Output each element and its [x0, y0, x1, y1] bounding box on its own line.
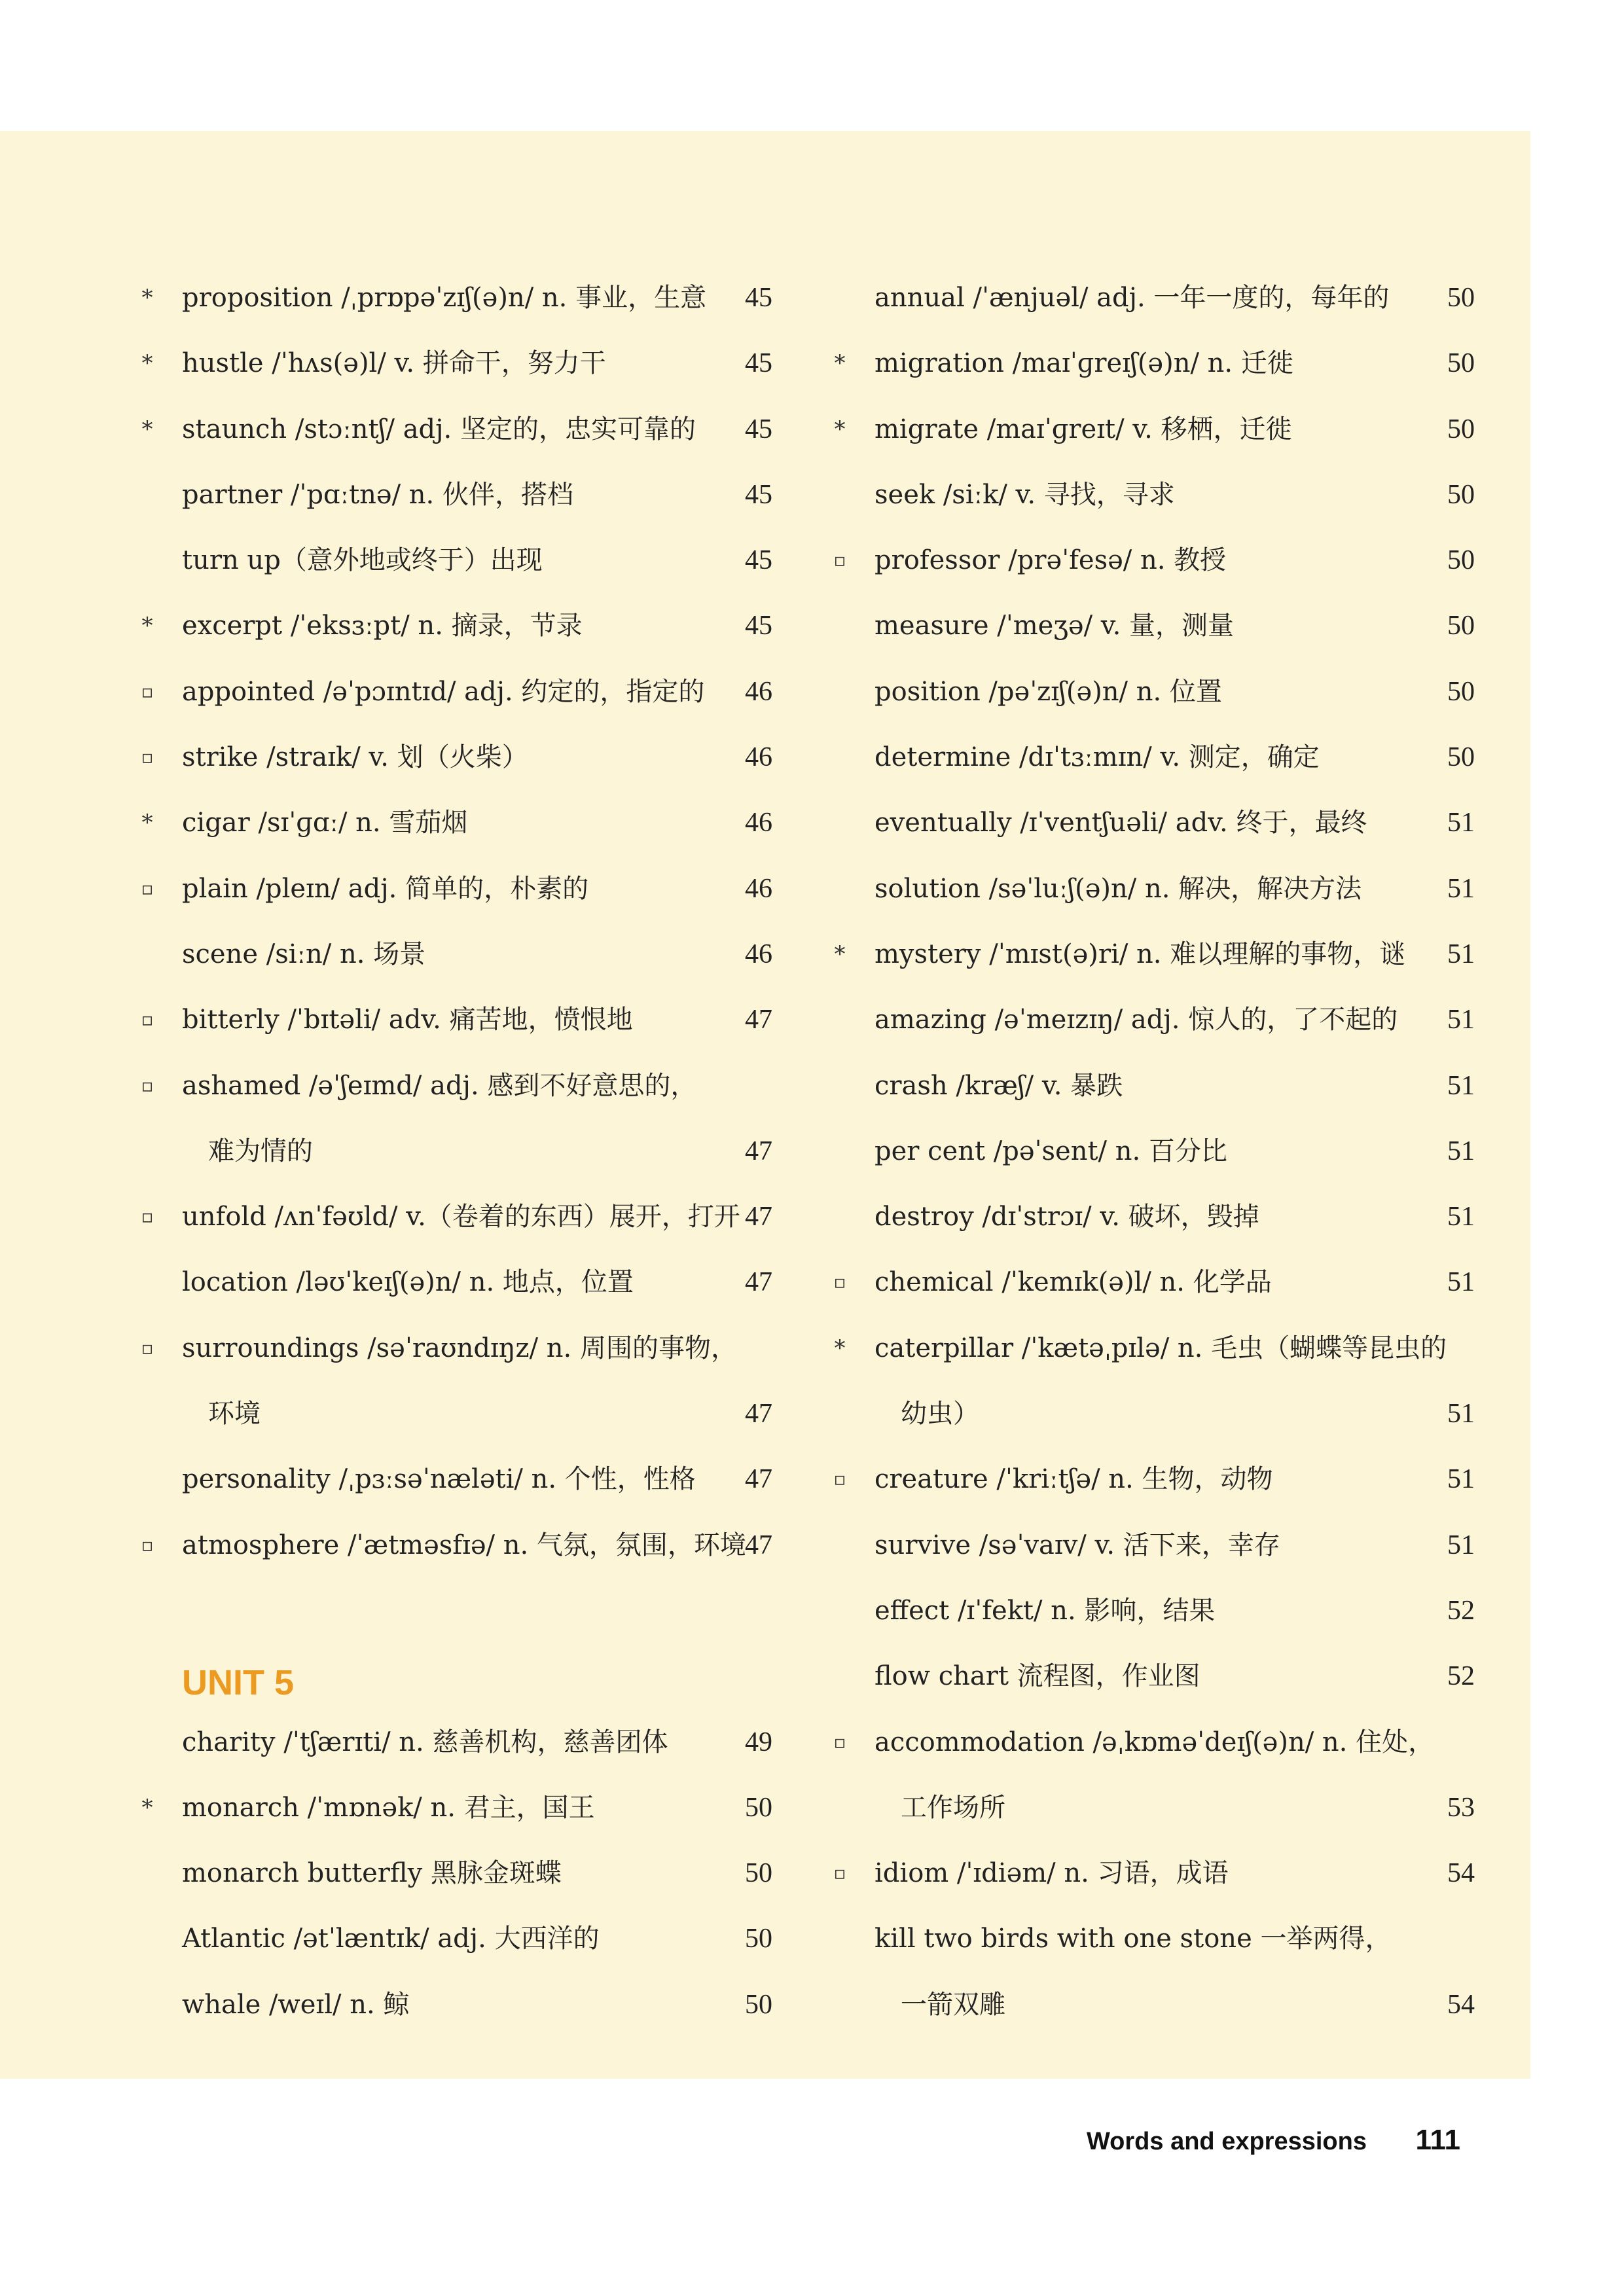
entry-text: solution /səˈluːʃ(ə)n/ n. 解决，解决方法 — [875, 873, 1362, 904]
entry-text: partner /ˈpɑːtnə/ n. 伙伴，搭档 — [182, 479, 573, 510]
star-marker-icon: * — [141, 1794, 153, 1821]
entry-text: eventually /ɪˈventʃuəli/ adv. 终于，最终 — [875, 808, 1367, 838]
vocab-entry — [141, 725, 772, 790]
footer-title: Words and expressions — [1087, 2128, 1367, 2155]
entry-page-number: 47 — [745, 1005, 772, 1035]
entry-page-number: 50 — [1447, 414, 1475, 444]
entry-text: kill two birds with one stone 一举两得， — [875, 1924, 1392, 1954]
entry-page-number: 47 — [745, 1267, 772, 1298]
vocab-entry — [157, 1249, 772, 1315]
entry-page-number: 47 — [745, 1202, 772, 1232]
vocab-entry — [850, 987, 1475, 1052]
entry-page-number: 46 — [745, 742, 772, 773]
vocab-entry — [157, 1381, 772, 1446]
star-marker-icon: * — [141, 416, 153, 442]
entry-text: whale /weɪl/ n. 鲸 — [182, 1989, 410, 2020]
entry-page-number: 45 — [745, 348, 772, 379]
square-marker-icon: ▫ — [833, 1731, 846, 1753]
square-marker-icon: ▫ — [141, 680, 154, 702]
vocab-entry — [157, 1906, 772, 1971]
entry-text: turn up（意外地或终于）出现 — [182, 545, 543, 576]
left-column — [141, 265, 772, 2037]
entry-page-number: 49 — [745, 1727, 772, 1757]
vocab-entry — [141, 1184, 772, 1249]
entry-text: charity /ˈtʃærɪti/ n. 慈善机构，慈善团体 — [182, 1727, 668, 1757]
entry-page-number: 45 — [745, 283, 772, 313]
square-marker-icon: ▫ — [141, 1206, 154, 1228]
vocab-entry — [834, 922, 1475, 987]
square-marker-icon: ▫ — [141, 1074, 154, 1096]
vocab-entry — [141, 790, 772, 855]
right-column — [833, 265, 1475, 2037]
section-spacer — [157, 1578, 772, 1643]
entry-page-number: 46 — [745, 676, 772, 707]
entry-text: seek /siːk/ v. 寻找，寻求 — [875, 479, 1175, 510]
vocab-entry — [157, 922, 772, 987]
entry-page-number: 51 — [1447, 1464, 1475, 1495]
vocab-entry — [141, 397, 772, 462]
entry-text: surroundings /səˈraʊndɪŋz/ n. 周围的事物， — [182, 1333, 737, 1363]
entry-page-number: 47 — [745, 1530, 772, 1560]
entry-page-number: 50 — [1447, 676, 1475, 707]
entry-page-number: 51 — [1447, 1070, 1475, 1101]
star-marker-icon: * — [141, 613, 153, 639]
vocab-entry — [141, 1775, 772, 1840]
page-number: 111 — [1415, 2124, 1460, 2156]
star-marker-icon: * — [834, 416, 846, 442]
square-marker-icon: ▫ — [141, 746, 154, 768]
square-marker-icon: ▫ — [141, 877, 154, 899]
entry-page-number: 45 — [745, 414, 772, 444]
entry-text: accommodation /əˌkɒməˈdeɪʃ(ə)n/ n. 住处， — [875, 1727, 1435, 1757]
entry-page-number: 50 — [1447, 283, 1475, 313]
vocab-entry — [141, 1053, 772, 1119]
vocab-entry — [141, 987, 772, 1052]
entry-page-number: 50 — [745, 1924, 772, 1954]
entry-page-number: 46 — [745, 939, 772, 969]
star-marker-icon: * — [834, 350, 846, 377]
entry-text: migration /maɪˈɡreɪʃ(ə)n/ n. 迁徙 — [875, 348, 1293, 379]
entry-text: per cent /pəˈsent/ n. 百分比 — [875, 1136, 1227, 1166]
vocab-entry — [850, 1119, 1475, 1184]
vocab-entry — [850, 1513, 1475, 1578]
entry-text: position /pəˈzɪʃ(ə)n/ n. 位置 — [875, 676, 1222, 707]
entry-page-number: 45 — [745, 545, 772, 576]
entry-page-number: 50 — [1447, 611, 1475, 641]
entry-page-number: 51 — [1447, 1399, 1475, 1429]
vocab-entry — [157, 462, 772, 528]
entry-page-number: 50 — [745, 1858, 772, 1889]
vocab-entry — [850, 725, 1475, 790]
entry-page-number: 51 — [1447, 939, 1475, 969]
vocab-entry — [850, 1972, 1475, 2037]
entry-page-number: 50 — [745, 1989, 772, 2020]
vocab-entry — [141, 593, 772, 658]
entry-text: mystery /ˈmɪst(ə)ri/ n. 难以理解的事物，谜 — [875, 939, 1406, 969]
vocab-entry — [157, 1840, 772, 1906]
vocab-entry — [850, 462, 1475, 528]
entry-page-number: 54 — [1447, 1858, 1475, 1889]
square-marker-icon: ▫ — [141, 1009, 154, 1031]
entry-text: ashamed /əˈʃeɪmd/ adj. 感到不好意思的， — [182, 1070, 697, 1101]
vocab-entry — [157, 1119, 772, 1184]
vocab-entry — [834, 331, 1475, 396]
unit-heading: UNIT 5 — [182, 1663, 295, 1703]
vocab-entry — [141, 659, 772, 725]
entry-page-number: 46 — [745, 873, 772, 904]
entry-text: unfold /ʌnˈfəʊld/ v.（卷着的东西）展开，打开 — [182, 1202, 740, 1232]
entry-page-number: 45 — [745, 479, 772, 510]
entry-text: appointed /əˈpɔɪntɪd/ adj. 约定的，指定的 — [182, 676, 705, 707]
entry-text: cigar /sɪˈɡɑː/ n. 雪茄烟 — [182, 808, 468, 838]
entry-text: personality /ˌpɜːsəˈnæləti/ n. 个性，性格 — [182, 1464, 696, 1495]
entry-text: excerpt /ˈeksɜːpt/ n. 摘录，节录 — [182, 611, 583, 641]
square-marker-icon: ▫ — [833, 549, 846, 571]
vocab-entry — [141, 265, 772, 331]
entry-page-number: 50 — [1447, 479, 1475, 510]
entry-text: survive /səˈvaɪv/ v. 活下来，幸存 — [875, 1530, 1280, 1560]
vocab-entry — [141, 1316, 772, 1381]
vocab-entry — [141, 1513, 772, 1578]
entry-page-number: 47 — [745, 1464, 772, 1495]
entry-text: chemical /ˈkemɪk(ə)l/ n. 化学品 — [875, 1267, 1272, 1298]
star-marker-icon: * — [141, 285, 153, 311]
entry-page-number: 47 — [745, 1399, 772, 1429]
entry-text: crash /kræʃ/ v. 暴跌 — [875, 1070, 1123, 1101]
entry-text: destroy /dɪˈstrɔɪ/ v. 破坏，毁掉 — [875, 1202, 1259, 1232]
entry-text: flow chart 流程图，作业图 — [875, 1661, 1200, 1692]
entry-page-number: 51 — [1447, 873, 1475, 904]
entry-text: caterpillar /ˈkætəˌpɪlə/ n. 毛虫（蝴蝶等昆虫的 — [875, 1333, 1447, 1363]
entry-page-number: 51 — [1447, 1202, 1475, 1232]
vocab-entry — [850, 659, 1475, 725]
entry-continuation: 难为情的 — [208, 1136, 313, 1166]
vocab-entry — [850, 1053, 1475, 1119]
vocab-entry — [850, 265, 1475, 331]
entry-text: creature /ˈkriːtʃə/ n. 生物，动物 — [875, 1464, 1273, 1495]
vocab-entry — [850, 790, 1475, 855]
entry-text: atmosphere /ˈætməsfɪə/ n. 气氛，氛围，环境 — [182, 1530, 746, 1560]
square-marker-icon: ▫ — [833, 1271, 846, 1293]
entry-continuation: 环境 — [208, 1399, 261, 1429]
entry-text: strike /straɪk/ v. 划（火柴） — [182, 742, 528, 773]
square-marker-icon: ▫ — [141, 1534, 154, 1556]
entry-text: annual /ˈænjuəl/ adj. 一年一度的，每年的 — [875, 283, 1390, 313]
entry-page-number: 50 — [1447, 348, 1475, 379]
star-marker-icon: * — [141, 810, 153, 836]
vocab-entry — [157, 1972, 772, 2037]
entry-text: monarch /ˈmɒnək/ n. 君主，国王 — [182, 1792, 595, 1823]
vocab-entry — [850, 1381, 1475, 1446]
entry-page-number: 52 — [1447, 1595, 1475, 1626]
vocab-entry — [157, 528, 772, 593]
entry-page-number: 51 — [1447, 1005, 1475, 1035]
entry-continuation: 幼虫） — [901, 1399, 979, 1429]
entry-page-number: 46 — [745, 808, 772, 838]
entry-text: plain /pleɪn/ adj. 简单的，朴素的 — [182, 873, 589, 904]
vocab-entry — [850, 856, 1475, 922]
vocab-entry — [157, 1710, 772, 1775]
vocab-entry — [157, 1446, 772, 1512]
vocab-entry — [850, 1643, 1475, 1709]
vocab-entry — [834, 1316, 1475, 1381]
vocab-entry — [833, 1840, 1475, 1906]
entry-page-number: 52 — [1447, 1661, 1475, 1692]
vocab-entry — [141, 856, 772, 922]
vocab-entry — [833, 1249, 1475, 1315]
entry-text: effect /ɪˈfekt/ n. 影响，结果 — [875, 1595, 1216, 1626]
entry-continuation: 一箭双雕 — [901, 1989, 1005, 2020]
vocab-entry — [850, 593, 1475, 658]
entry-page-number: 50 — [745, 1792, 772, 1823]
entry-text: staunch /stɔːntʃ/ adj. 坚定的，忠实可靠的 — [182, 414, 696, 444]
star-marker-icon: * — [834, 941, 846, 967]
star-marker-icon: * — [141, 350, 153, 377]
vocab-entry — [834, 397, 1475, 462]
entry-page-number: 51 — [1447, 808, 1475, 838]
vocab-entry — [833, 1710, 1475, 1775]
square-marker-icon: ▫ — [141, 1336, 154, 1359]
vocab-entry — [141, 331, 772, 396]
entry-page-number: 50 — [1447, 742, 1475, 773]
entry-continuation: 工作场所 — [901, 1792, 1005, 1823]
vocab-entry — [833, 1446, 1475, 1512]
entry-text: monarch butterfly 黑脉金斑蝶 — [182, 1858, 562, 1889]
entry-text: determine /dɪˈtɜːmɪn/ v. 测定，确定 — [875, 742, 1320, 773]
entry-text: measure /ˈmeʒə/ v. 量，测量 — [875, 611, 1235, 641]
entry-page-number: 54 — [1447, 1989, 1475, 2020]
entry-page-number: 51 — [1447, 1530, 1475, 1560]
vocab-entry — [850, 1906, 1475, 1971]
vocab-entry — [850, 1775, 1475, 1840]
entry-text: scene /siːn/ n. 场景 — [182, 939, 426, 969]
vocab-entry — [850, 1578, 1475, 1643]
entry-page-number: 50 — [1447, 545, 1475, 576]
entry-text: professor /prəˈfesə/ n. 教授 — [875, 545, 1227, 576]
entry-page-number: 51 — [1447, 1267, 1475, 1298]
entry-text: amazing /əˈmeɪzɪŋ/ adj. 惊人的，了不起的 — [875, 1005, 1398, 1035]
vocab-entry — [850, 1184, 1475, 1249]
entry-text: location /ləʊˈkeɪʃ(ə)n/ n. 地点，位置 — [182, 1267, 634, 1298]
entry-page-number: 51 — [1447, 1136, 1475, 1166]
square-marker-icon: ▫ — [833, 1468, 846, 1490]
star-marker-icon: * — [834, 1335, 846, 1361]
entry-page-number: 47 — [745, 1136, 772, 1166]
page-footer — [1087, 2121, 1460, 2160]
entry-text: idiom /ˈɪdiəm/ n. 习语，成语 — [875, 1858, 1229, 1889]
entry-text: hustle /ˈhʌs(ə)l/ v. 拼命干，努力干 — [182, 348, 606, 379]
entry-text: proposition /ˌprɒpəˈzɪʃ(ə)n/ n. 事业，生意 — [182, 283, 707, 313]
entry-text: bitterly /ˈbɪtəli/ adv. 痛苦地，愤恨地 — [182, 1005, 633, 1035]
square-marker-icon: ▫ — [833, 1862, 846, 1884]
vocab-entry — [833, 528, 1475, 593]
entry-page-number: 45 — [745, 611, 772, 641]
entry-page-number: 53 — [1447, 1792, 1475, 1823]
entry-text: Atlantic /ətˈlæntɪk/ adj. 大西洋的 — [182, 1924, 600, 1954]
entry-text: migrate /maɪˈɡreɪt/ v. 移栖，迁徙 — [875, 414, 1292, 444]
